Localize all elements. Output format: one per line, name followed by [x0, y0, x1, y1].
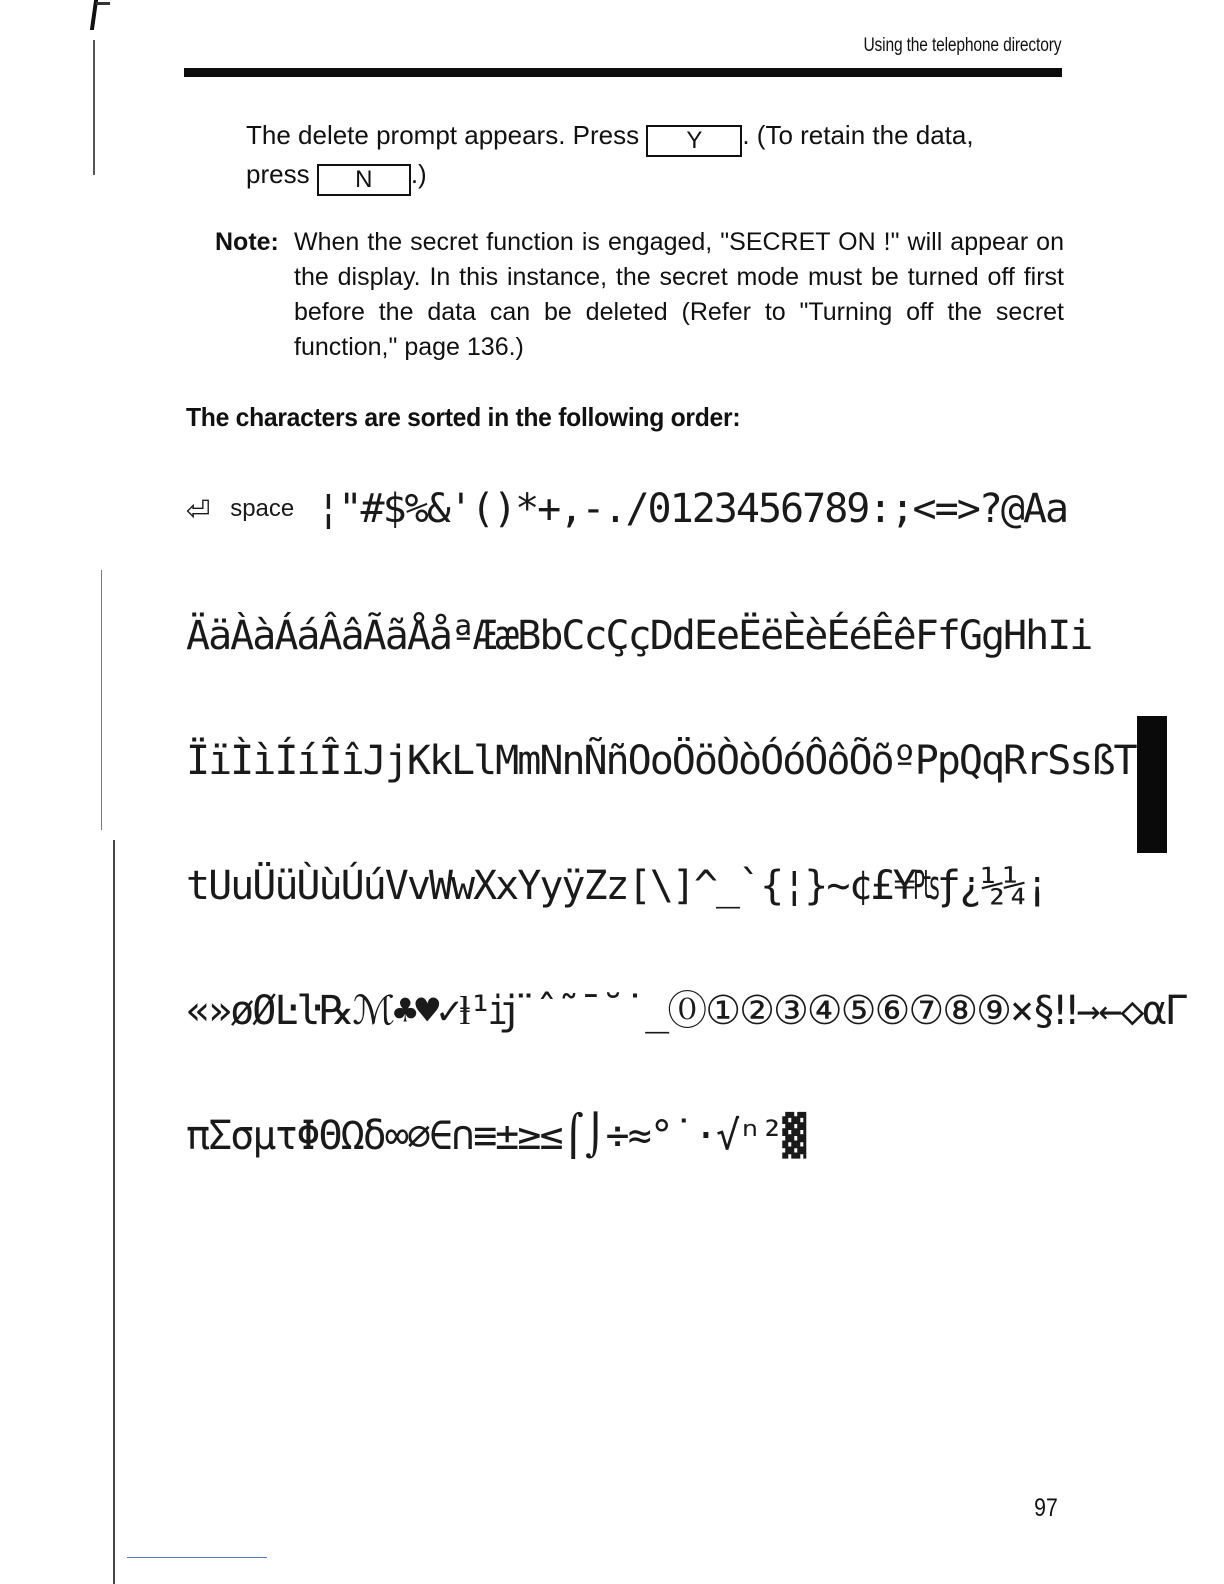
- character-row-1: [186, 483, 1068, 535]
- return-symbol-icon: ⏎: [186, 486, 209, 532]
- scan-artifact-underline: [127, 1557, 267, 1558]
- step-text: The delete prompt appears. Press: [246, 120, 640, 150]
- note-body: When the secret function is engaged, "SECRET ON !" will appear on the display. In this instance, the secret mode must be turned off first before the data can be deleted (Refer to "Turning off the secret function," page 136.): [294, 228, 1064, 361]
- delete-step-paragraph: [246, 118, 1066, 196]
- character-row-2: ÄäÀàÁáÂâÃãÅåªÆæBbCcÇçDdEeËëÈèÉéÊêFfGgHhIi: [186, 613, 1092, 659]
- step-text: .): [410, 159, 427, 189]
- page-number: 97: [1034, 1494, 1058, 1522]
- character-row-4: tUuÜüÙùÚúVvWwXxYyÿZz[\]^_`{¦}~¢£¥₧ƒ¿½¼¡: [186, 863, 1048, 909]
- character-row-5: «»øØĿŀ℞ℳ♣♥✓ⱡ¹ĳ¨ˆ˜¯˘˙_⓪①②③④⑤⑥⑦⑧⑨×§‼→←◇αΓ: [186, 988, 1187, 1034]
- character-row-6: πΣσμτΦΘΩδ∞∅∈∩≡±≥≤⌠⌡÷≈°˙·√ⁿ²▓: [186, 1113, 805, 1159]
- scan-artifact-line: [101, 570, 102, 830]
- key-n: N: [317, 164, 411, 196]
- step-text: press: [246, 159, 310, 189]
- character-row-3: ÏïÌìÍíÎîJjKkLlMmNnÑñOoÖöÒòÓóÔôÕõºPpQqRrSsßT: [186, 738, 1136, 784]
- note-label: Note:: [215, 228, 279, 256]
- running-header: Using the telephone directory: [863, 35, 1061, 56]
- scan-artifact-line: [93, 40, 95, 175]
- header-rule: [184, 68, 1062, 77]
- step-text: . (To retain the data,: [742, 120, 974, 150]
- scan-artifact-corner-tick: [96, 2, 110, 5]
- thumb-index-tab: [1137, 716, 1167, 853]
- key-y: Y: [646, 125, 742, 157]
- space-label: space: [230, 495, 295, 522]
- scan-artifact-line: [113, 840, 115, 1584]
- sort-order-heading: The characters are sorted in the following order:: [186, 402, 741, 432]
- character-sequence: ¦"#$%&'()*+,-./0123456789:;<=>?@Aa: [316, 486, 1068, 532]
